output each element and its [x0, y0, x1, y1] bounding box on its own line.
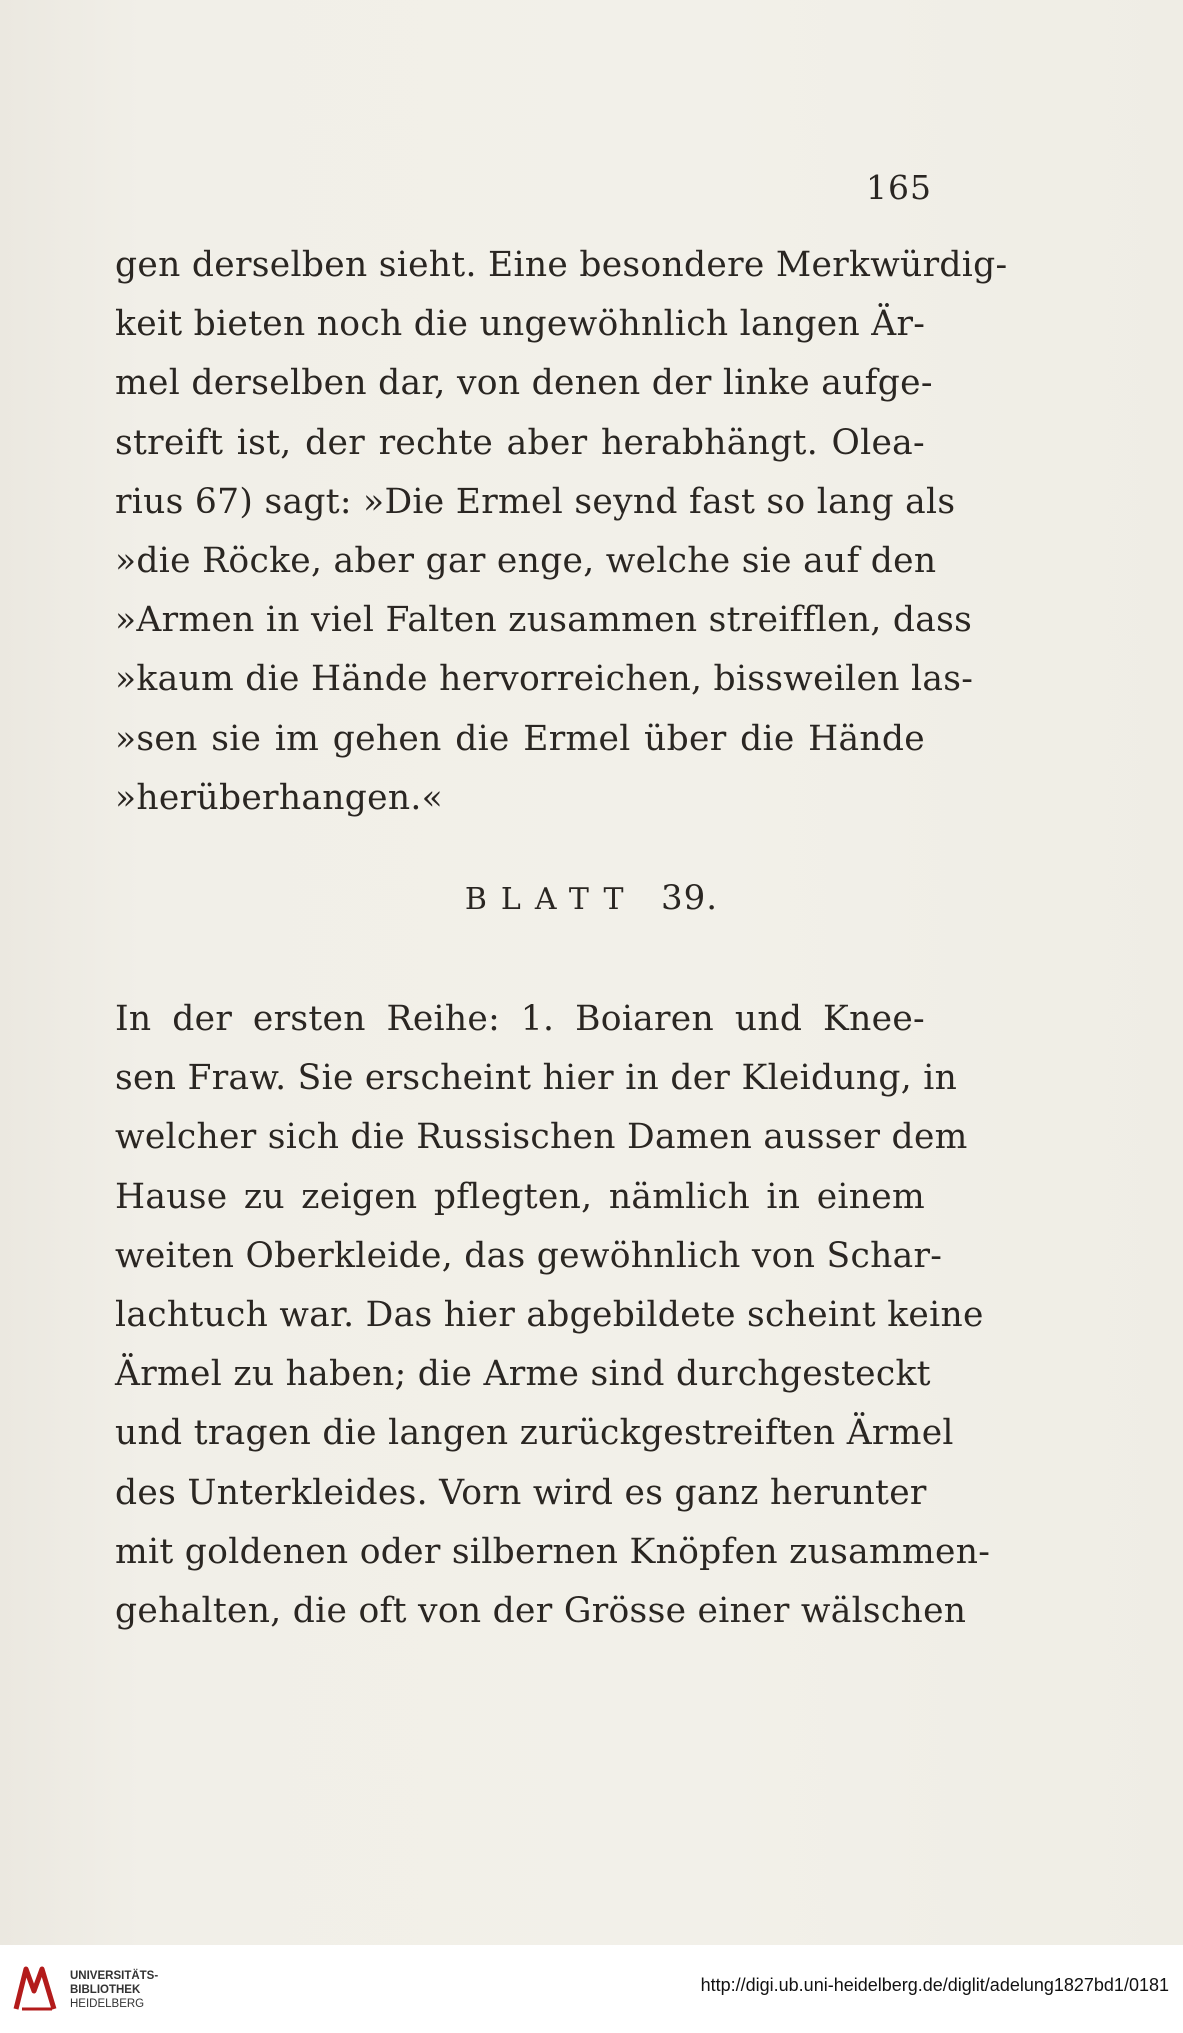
text-line: »die Röcke, aber gar enge, welche sie auf den — [115, 540, 937, 581]
footer-bar — [0, 1945, 1183, 2033]
heading-label: BLATT — [464, 882, 638, 917]
library-line-3: HEIDELBERG — [70, 1998, 145, 2010]
text-line: sen Fraw. Sie erscheint hier in der Kleidung, in — [115, 1058, 958, 1099]
section-heading — [0, 878, 1183, 918]
library-line-1: UNIVERSITÄTS- — [70, 1970, 159, 1982]
text-line: lachtuch war. Das hier abgebildete scheint keine — [115, 1294, 984, 1335]
text-line: »Armen in viel Falten zusammen streifflen, dass — [115, 600, 973, 641]
text-line: In der ersten Reihe: 1. Boiaren und Knee- — [115, 999, 925, 1039]
text-line: mel derselben dar, von denen der linke aufge- — [115, 363, 933, 404]
university-seal-icon — [12, 1963, 58, 2013]
text-line: rius 67) sagt: »Die Ermel seynd fast so lang als — [115, 481, 956, 522]
library-name — [70, 1969, 158, 2011]
text-line: »sen sie im gehen die Ermel über die Hände — [115, 718, 925, 759]
heading-number: 39. — [661, 878, 719, 918]
text-line: Ärmel zu haben; die Arme sind durchgesteckt — [115, 1354, 931, 1395]
text-line: gehalten, die oft von der Grösse einer wälschen — [115, 1590, 967, 1631]
text-line: welcher sich die Russischen Damen ausser dem — [115, 1117, 968, 1158]
text-line: keit bieten noch die ungewöhnlich langen Är- — [115, 304, 926, 345]
source-url-link[interactable]: http://digi.ub.uni-heidelberg.de/diglit/adelung1827bd1/0181 — [700, 1975, 1169, 1995]
text-line: mit goldenen oder silbernen Knöpfen zusammen- — [115, 1531, 991, 1572]
text-line: und tragen die langen zurückgestreiften Ärmel — [115, 1413, 954, 1454]
text-line: Hause zu zeigen pflegten, nämlich in einem — [115, 1176, 925, 1217]
text-line: »herüberhangen.« — [115, 777, 444, 818]
text-line: weiten Oberkleide, das gewöhnlich von Schar- — [115, 1235, 943, 1276]
text-line: des Unterkleides. Vorn wird es ganz herunter — [115, 1472, 927, 1513]
library-line-2: BIBLIOTHEK — [70, 1984, 141, 1996]
page-number: 165 — [866, 168, 932, 207]
text-line: gen derselben sieht. Eine besondere Merkwürdig- — [115, 245, 1008, 285]
text-line: »kaum die Hände hervorreichen, bissweilen las- — [115, 659, 974, 700]
paragraph-2 — [115, 990, 991, 1641]
paragraph-1 — [115, 236, 1008, 828]
text-line: streift ist, der rechte aber herabhängt. Olea- — [115, 422, 925, 463]
